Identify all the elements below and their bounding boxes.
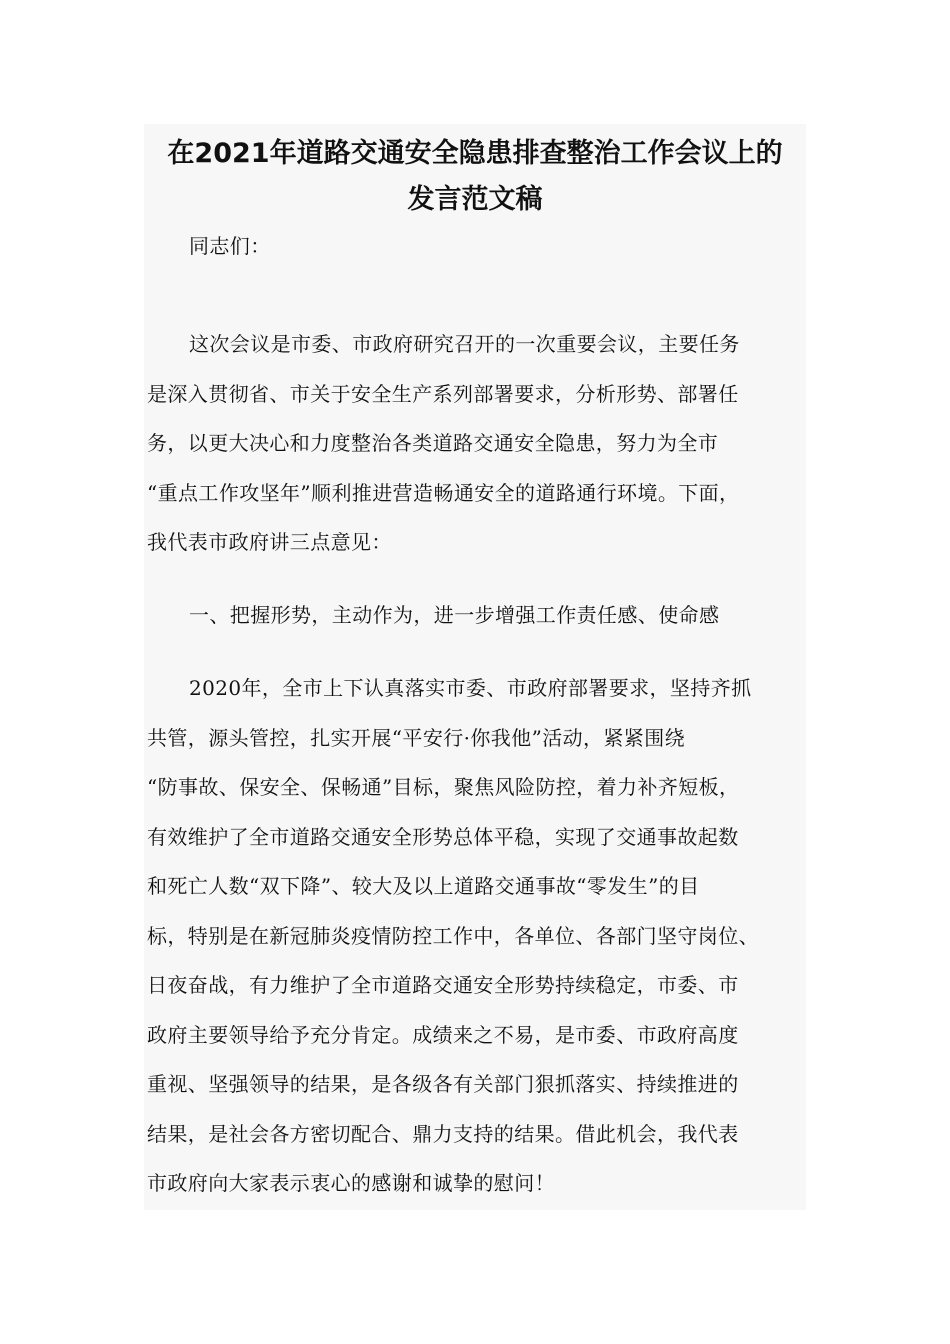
paragraph-line: 我代表市政府讲三点意见： (147, 530, 392, 554)
paragraph-1 (147, 320, 819, 568)
document-title-line-1: 在2021年道路交通安全隐患排查整治工作会议上的 (167, 138, 783, 169)
section-heading-text: 一、把握形势，主动作为，进一步增强工作责任感、使命感 (189, 603, 720, 627)
paragraph-line: 有效维护了全市道路交通安全形势总体平稳，实现了交通事故起数 (147, 824, 739, 849)
paragraph-line: 是深入贯彻省、市关于安全生产系列部署要求，分析形势、部署任 (147, 381, 739, 406)
paragraph-line: 结果，是社会各方密切配合、鼎力支持的结果。借此机会，我代表 (147, 1121, 739, 1146)
paragraph-line: 2020年，全市上下认真落实市委、市政府部署要求，坚持齐抓 (189, 676, 752, 700)
document-title-line-2: 发言范文稿 (407, 184, 543, 215)
paragraph-line: 和死亡人数“双下降”、较大及以上道路交通事故“零发生”的目 (147, 874, 700, 898)
paragraph-line: 标，特别是在新冠肺炎疫情防控工作中，各单位、各部门坚守岗位、 (147, 923, 759, 948)
paragraph-line: 这次会议是市委、市政府研究召开的一次重要会议，主要任务 (189, 332, 740, 356)
paragraph-line: 务，以更大决心和力度整治各类道路交通安全隐患，努力为全市 (147, 431, 719, 455)
paragraph-line: 日夜奋战，有力维护了全市道路交通安全形势持续稳定，市委、市 (147, 973, 739, 997)
paragraph-line: 市政府向大家表示衷心的感谢和诚挚的慰问！ (147, 1171, 555, 1195)
paragraph-line: 政府主要领导给予充分肯定。成绩来之不易，是市委、市政府高度 (147, 1022, 739, 1047)
salutation (147, 222, 819, 272)
paragraph-line: 共管，源头管控，扎实开展“平安行·你我他”活动，紧紧围绕 (147, 725, 686, 750)
section-heading-1 (147, 591, 819, 641)
paragraph-line: “重点工作攻坚年”顺利推进营造畅通安全的道路通行环境。下面， (147, 480, 740, 505)
salutation-text: 同志们： (189, 234, 271, 258)
paragraph-2 (147, 664, 819, 1209)
paragraph-line: “防事故、保安全、保畅通”目标，聚焦风险防控，着力补齐短板， (147, 775, 740, 799)
paragraph-line: 重视、坚强领导的结果，是各级各有关部门狠抓落实、持续推进的 (147, 1072, 739, 1096)
